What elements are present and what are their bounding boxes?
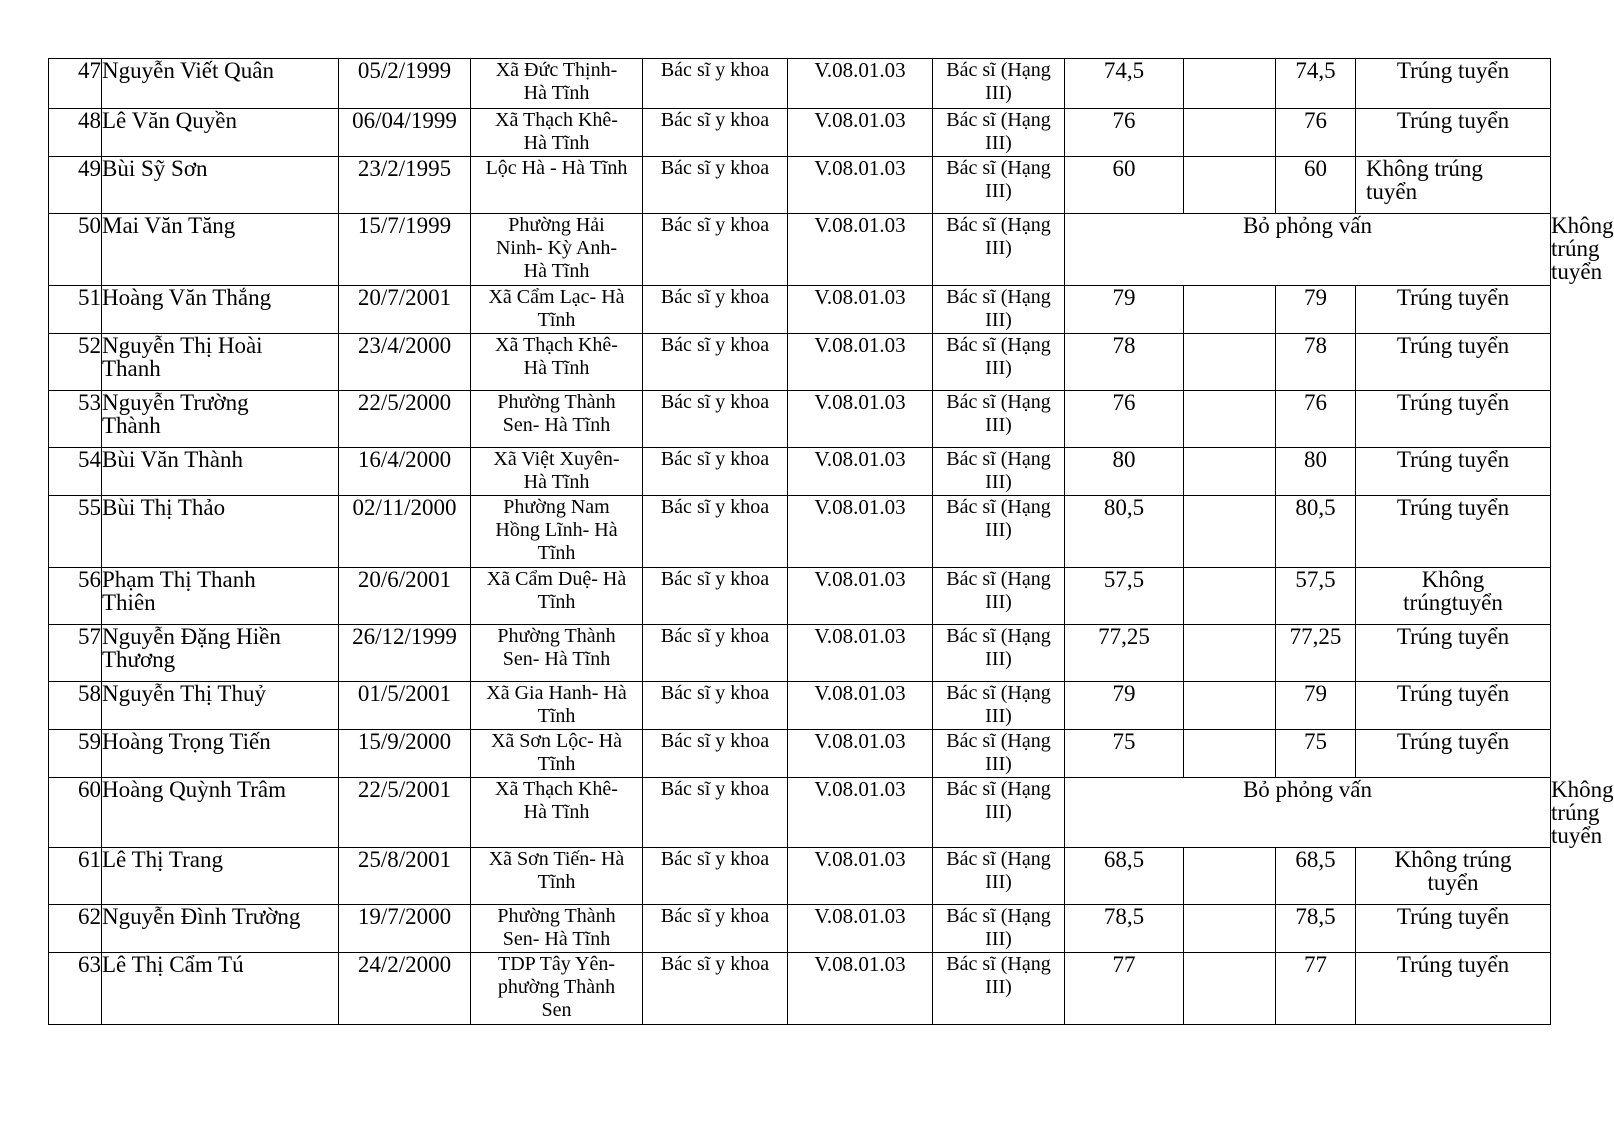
rank: Bác sĩ (Hạng III) [933, 391, 1065, 448]
rank: Bác sĩ (Hạng III) [933, 214, 1065, 286]
home-address: Phường Thành Sen- Hà Tĩnh [471, 625, 643, 682]
row-number: 48 [49, 109, 102, 157]
position-code: V.08.01.03 [788, 848, 933, 905]
row-number: 53 [49, 391, 102, 448]
rank: Bác sĩ (Hạng III) [933, 496, 1065, 568]
candidate-name: Lê Thị Cẩm Tú [102, 953, 339, 1025]
interview-score: 79 [1065, 682, 1184, 730]
position-code: V.08.01.03 [788, 496, 933, 568]
rank: Bác sĩ (Hạng III) [933, 905, 1065, 953]
bonus-score [1184, 953, 1276, 1025]
position: Bác sĩ y khoa [643, 778, 788, 848]
position-code: V.08.01.03 [788, 157, 933, 214]
position: Bác sĩ y khoa [643, 157, 788, 214]
bonus-score [1184, 568, 1276, 625]
rank: Bác sĩ (Hạng III) [933, 59, 1065, 109]
row-number: 60 [49, 778, 102, 848]
bonus-score [1184, 157, 1276, 214]
candidate-name: Nguyễn Thị Hoài Thanh [102, 334, 339, 391]
interview-score: 79 [1065, 286, 1184, 334]
row-number: 51 [49, 286, 102, 334]
home-address: Lộc Hà - Hà Tĩnh [471, 157, 643, 214]
result-status: Trúng tuyển [1356, 496, 1551, 568]
date-of-birth: 20/7/2001 [339, 286, 471, 334]
candidate-name: Nguyễn Đình Trường [102, 905, 339, 953]
candidate-name: Bùi Thị Thảo [102, 496, 339, 568]
position: Bác sĩ y khoa [643, 59, 788, 109]
bonus-score [1184, 496, 1276, 568]
home-address: Xã Cẩm Duệ- Hà Tĩnh [471, 568, 643, 625]
date-of-birth: 25/8/2001 [339, 848, 471, 905]
bonus-score [1184, 59, 1276, 109]
result-status: Trúng tuyển [1356, 730, 1551, 778]
home-address: Xã Cẩm Lạc- Hà Tĩnh [471, 286, 643, 334]
total-score: 76 [1276, 109, 1356, 157]
candidate-name: Hoàng Quỳnh Trâm [102, 778, 339, 848]
table-row [49, 157, 1551, 214]
table-row [49, 682, 1551, 730]
date-of-birth: 23/2/1995 [339, 157, 471, 214]
total-score: 77 [1276, 953, 1356, 1025]
candidate-name: Nguyễn Trường Thành [102, 391, 339, 448]
position-code: V.08.01.03 [788, 625, 933, 682]
date-of-birth: 20/6/2001 [339, 568, 471, 625]
date-of-birth: 01/5/2001 [339, 682, 471, 730]
position: Bác sĩ y khoa [643, 848, 788, 905]
result-status: Trúng tuyển [1356, 953, 1551, 1025]
table-row [49, 496, 1551, 568]
position-code: V.08.01.03 [788, 59, 933, 109]
interview-score: 77,25 [1065, 625, 1184, 682]
rank: Bác sĩ (Hạng III) [933, 448, 1065, 496]
interview-score: 76 [1065, 391, 1184, 448]
position: Bác sĩ y khoa [643, 953, 788, 1025]
candidate-name: Mai Văn Tăng [102, 214, 339, 286]
home-address: TDP Tây Yên- phường Thành Sen [471, 953, 643, 1025]
row-number: 54 [49, 448, 102, 496]
bonus-score [1184, 334, 1276, 391]
interview-score: 78 [1065, 334, 1184, 391]
table-row [49, 953, 1551, 1025]
interview-score: 57,5 [1065, 568, 1184, 625]
interview-score: 76 [1065, 109, 1184, 157]
interview-score: 80 [1065, 448, 1184, 496]
home-address: Phường Hải Ninh- Kỳ Anh- Hà Tĩnh [471, 214, 643, 286]
result-status: Trúng tuyển [1356, 59, 1551, 109]
candidate-name: Nguyễn Đặng Hiền Thương [102, 625, 339, 682]
result-status: Không trúngtuyển [1356, 568, 1551, 625]
position: Bác sĩ y khoa [643, 625, 788, 682]
home-address: Xã Thạch Khê- Hà Tĩnh [471, 334, 643, 391]
total-score: 60 [1276, 157, 1356, 214]
bonus-score [1184, 286, 1276, 334]
total-score: 75 [1276, 730, 1356, 778]
row-number: 59 [49, 730, 102, 778]
row-number: 52 [49, 334, 102, 391]
table-row [49, 59, 1551, 109]
row-number: 50 [49, 214, 102, 286]
position: Bác sĩ y khoa [643, 109, 788, 157]
home-address: Xã Thạch Khê- Hà Tĩnh [471, 109, 643, 157]
row-number: 55 [49, 496, 102, 568]
bonus-score [1184, 848, 1276, 905]
total-score: 80 [1276, 448, 1356, 496]
table-row [49, 568, 1551, 625]
row-number: 56 [49, 568, 102, 625]
position: Bác sĩ y khoa [643, 334, 788, 391]
position-code: V.08.01.03 [788, 448, 933, 496]
result-status: Trúng tuyển [1356, 109, 1551, 157]
date-of-birth: 23/4/2000 [339, 334, 471, 391]
home-address: Xã Đức Thịnh- Hà Tĩnh [471, 59, 643, 109]
rank: Bác sĩ (Hạng III) [933, 778, 1065, 848]
total-score: 77,25 [1276, 625, 1356, 682]
rank: Bác sĩ (Hạng III) [933, 568, 1065, 625]
table-row [49, 730, 1551, 778]
rank: Bác sĩ (Hạng III) [933, 625, 1065, 682]
result-status: Trúng tuyển [1356, 391, 1551, 448]
date-of-birth: 06/04/1999 [339, 109, 471, 157]
interview-score: 74,5 [1065, 59, 1184, 109]
rank: Bác sĩ (Hạng III) [933, 109, 1065, 157]
total-score: 57,5 [1276, 568, 1356, 625]
candidate-name: Hoàng Văn Thắng [102, 286, 339, 334]
table-row [49, 625, 1551, 682]
rank: Bác sĩ (Hạng III) [933, 730, 1065, 778]
position: Bác sĩ y khoa [643, 730, 788, 778]
position-code: V.08.01.03 [788, 109, 933, 157]
rank: Bác sĩ (Hạng III) [933, 286, 1065, 334]
candidate-name: Bùi Văn Thành [102, 448, 339, 496]
date-of-birth: 15/7/1999 [339, 214, 471, 286]
table-row: 50 Mai Văn Tăng 15/7/1999 Phường Hải Ninh- Kỳ Anh- Hà Tĩnh Bác sĩ y khoa V.08.01.03 Bác sĩ (Hạng III) Bỏ phỏng vấn Không trúng tuyển [49, 214, 1551, 286]
row-number: 63 [49, 953, 102, 1025]
home-address: Xã Gia Hanh- Hà Tĩnh [471, 682, 643, 730]
interview-score: 77 [1065, 953, 1184, 1025]
interview-score: 75 [1065, 730, 1184, 778]
total-score: 78 [1276, 334, 1356, 391]
position: Bác sĩ y khoa [643, 905, 788, 953]
result-status: Không trúng tuyển [1356, 848, 1551, 905]
row-number: 61 [49, 848, 102, 905]
position-code: V.08.01.03 [788, 682, 933, 730]
bonus-score [1184, 905, 1276, 953]
position-code: V.08.01.03 [788, 214, 933, 286]
absent-note: Bỏ phỏng vấn [1065, 778, 1551, 848]
total-score: 79 [1276, 286, 1356, 334]
rank: Bác sĩ (Hạng III) [933, 334, 1065, 391]
date-of-birth: 22/5/2001 [339, 778, 471, 848]
table-row [49, 109, 1551, 157]
total-score: 80,5 [1276, 496, 1356, 568]
date-of-birth: 24/2/2000 [339, 953, 471, 1025]
position-code: V.08.01.03 [788, 334, 933, 391]
table-row [49, 905, 1551, 953]
result-status: Trúng tuyển [1356, 682, 1551, 730]
home-address: Phường Nam Hồng Lĩnh- Hà Tĩnh [471, 496, 643, 568]
interview-score: 80,5 [1065, 496, 1184, 568]
home-address: Xã Sơn Lộc- Hà Tĩnh [471, 730, 643, 778]
interview-score: 60 [1065, 157, 1184, 214]
bonus-score [1184, 448, 1276, 496]
position-code: V.08.01.03 [788, 568, 933, 625]
result-status: Trúng tuyển [1356, 286, 1551, 334]
candidate-name: Hoàng Trọng Tiến [102, 730, 339, 778]
position: Bác sĩ y khoa [643, 448, 788, 496]
total-score: 68,5 [1276, 848, 1356, 905]
row-number: 49 [49, 157, 102, 214]
absent-note: Bỏ phỏng vấn [1065, 214, 1551, 286]
position: Bác sĩ y khoa [643, 568, 788, 625]
bonus-score [1184, 109, 1276, 157]
candidate-name: Lê Thị Trang [102, 848, 339, 905]
candidate-name: Phạm Thị Thanh Thiên [102, 568, 339, 625]
position-code: V.08.01.03 [788, 730, 933, 778]
date-of-birth: 16/4/2000 [339, 448, 471, 496]
position-code: V.08.01.03 [788, 778, 933, 848]
date-of-birth: 02/11/2000 [339, 496, 471, 568]
table-row [49, 848, 1551, 905]
interview-score: 78,5 [1065, 905, 1184, 953]
candidate-name: Nguyễn Thị Thuỷ [102, 682, 339, 730]
total-score: 74,5 [1276, 59, 1356, 109]
rank: Bác sĩ (Hạng III) [933, 848, 1065, 905]
candidate-name: Bùi Sỹ Sơn [102, 157, 339, 214]
position: Bác sĩ y khoa [643, 496, 788, 568]
date-of-birth: 22/5/2000 [339, 391, 471, 448]
rank: Bác sĩ (Hạng III) [933, 953, 1065, 1025]
home-address: Xã Việt Xuyên- Hà Tĩnh [471, 448, 643, 496]
bonus-score [1184, 391, 1276, 448]
row-number: 62 [49, 905, 102, 953]
table-row [49, 391, 1551, 448]
date-of-birth: 19/7/2000 [339, 905, 471, 953]
home-address: Phường Thành Sen- Hà Tĩnh [471, 905, 643, 953]
table-row [49, 448, 1551, 496]
home-address: Xã Sơn Tiến- Hà Tĩnh [471, 848, 643, 905]
table-row: 60 Hoàng Quỳnh Trâm 22/5/2001 Xã Thạch Khê- Hà Tĩnh Bác sĩ y khoa V.08.01.03 Bác sĩ (Hạng III) Bỏ phỏng vấn Không trúng tuyển [49, 778, 1551, 848]
result-status: Trúng tuyển [1356, 905, 1551, 953]
position-code: V.08.01.03 [788, 953, 933, 1025]
result-status: Trúng tuyển [1356, 334, 1551, 391]
result-status: Không trúng tuyển [1356, 157, 1551, 214]
home-address: Phường Thành Sen- Hà Tĩnh [471, 391, 643, 448]
date-of-birth: 05/2/1999 [339, 59, 471, 109]
home-address: Xã Thạch Khê- Hà Tĩnh [471, 778, 643, 848]
position-code: V.08.01.03 [788, 286, 933, 334]
position: Bác sĩ y khoa [643, 214, 788, 286]
total-score: 79 [1276, 682, 1356, 730]
results-table [48, 58, 1614, 1025]
bonus-score [1184, 730, 1276, 778]
candidate-name: Lê Văn Quyền [102, 109, 339, 157]
position: Bác sĩ y khoa [643, 682, 788, 730]
bonus-score [1184, 682, 1276, 730]
date-of-birth: 26/12/1999 [339, 625, 471, 682]
position-code: V.08.01.03 [788, 905, 933, 953]
position: Bác sĩ y khoa [643, 286, 788, 334]
date-of-birth: 15/9/2000 [339, 730, 471, 778]
total-score: 78,5 [1276, 905, 1356, 953]
bonus-score [1184, 625, 1276, 682]
total-score: 76 [1276, 391, 1356, 448]
row-number: 47 [49, 59, 102, 109]
result-status: Trúng tuyển [1356, 448, 1551, 496]
rank: Bác sĩ (Hạng III) [933, 682, 1065, 730]
interview-score: 68,5 [1065, 848, 1184, 905]
row-number: 58 [49, 682, 102, 730]
table-row [49, 334, 1551, 391]
table-row [49, 286, 1551, 334]
position: Bác sĩ y khoa [643, 391, 788, 448]
position-code: V.08.01.03 [788, 391, 933, 448]
row-number: 57 [49, 625, 102, 682]
candidate-name: Nguyễn Viết Quân [102, 59, 339, 109]
result-status: Trúng tuyển [1356, 625, 1551, 682]
rank: Bác sĩ (Hạng III) [933, 157, 1065, 214]
